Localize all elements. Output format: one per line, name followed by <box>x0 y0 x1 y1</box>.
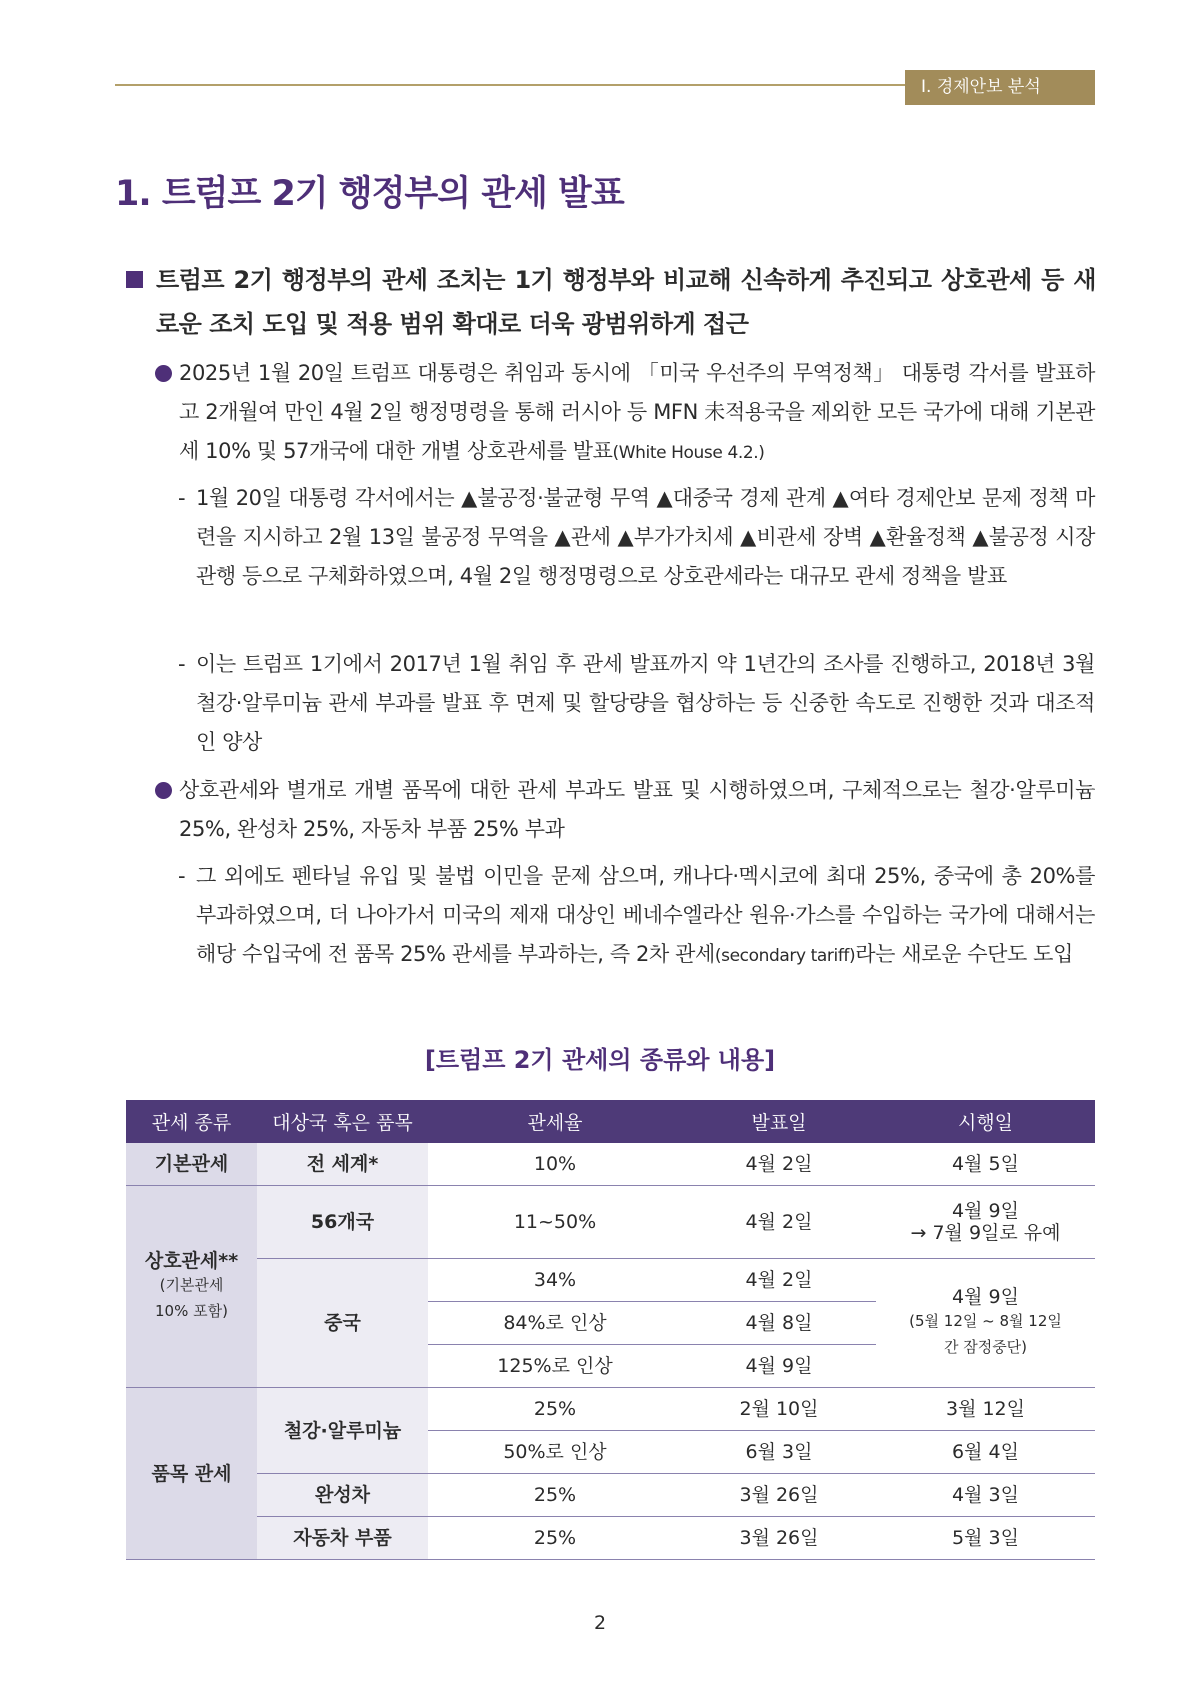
column-header: 대상국 혹은 품목 <box>257 1100 428 1143</box>
rate-cell: 25% <box>428 1388 682 1431</box>
header-rule <box>115 84 905 86</box>
lead-paragraph <box>126 258 1096 346</box>
table-row <box>126 1186 1095 1259</box>
rate-cell: 84%로 인상 <box>428 1302 682 1345</box>
effective-cell: 4월 5일 <box>876 1143 1095 1186</box>
circle-bullet-icon <box>155 782 172 799</box>
announced-cell: 4월 2일 <box>682 1143 876 1186</box>
target-cell: 철강·알루미늄 <box>257 1388 428 1474</box>
lead-text: 트럼프 2기 행정부의 관세 조치는 1기 행정부와 비교해 신속하게 추진되고 상호관세 등 새로운 조치 도입 및 적용 범위 확대로 더욱 광범위하게 접근 <box>156 266 1096 338</box>
rate-cell: 10% <box>428 1143 682 1186</box>
target-cell: 전 세계* <box>257 1143 428 1186</box>
effective-cell: 5월 3일 <box>876 1517 1095 1560</box>
target-cell: 자동차 부품 <box>257 1517 428 1560</box>
bullet-2-text: 상호관세와 별개로 개별 품목에 대한 관세 부과도 발표 및 시행하였으며, 구체적으로는 철강·알루미늄 25%, 완성차 25%, 자동차 부품 25% 부과 <box>179 778 1095 841</box>
rate-cell: 34% <box>428 1259 682 1302</box>
bullet-1-text: 2025년 1월 20일 트럼프 대통령은 취임과 동시에 「미국 우선주의 무역정책」 대통령 각서를 발표하고 2개월여 만인 4월 2일 행정명령을 통해 러시아 등 MFN 未적용국을 제외한 모든 국가에 대해 기본관세 10% 및 57개국에 대한 개별 상호관세를 발표(White House 4.2.) <box>179 361 1095 463</box>
announced-cell: 3월 26일 <box>682 1517 876 1560</box>
rate-cell: 25% <box>428 1474 682 1517</box>
page-title: 1. 트럼프 2기 행정부의 관세 발표 <box>115 174 624 214</box>
effective-cell: 4월 3일 <box>876 1474 1095 1517</box>
column-header: 시행일 <box>876 1100 1095 1143</box>
column-header: 관세 종류 <box>126 1100 257 1143</box>
table-header-row <box>126 1100 1095 1143</box>
target-cell: 완성차 <box>257 1474 428 1517</box>
dash-paragraph-2 <box>178 645 1095 762</box>
bullet-paragraph-2 <box>155 771 1095 849</box>
tariff-table <box>126 1100 1095 1560</box>
rate-cell: 25% <box>428 1517 682 1560</box>
dash-marker: - <box>178 864 186 888</box>
circle-bullet-icon <box>155 365 172 382</box>
announced-cell: 4월 9일 <box>682 1345 876 1388</box>
table-row <box>126 1259 1095 1302</box>
bullet-paragraph-1 <box>155 354 1095 473</box>
announced-cell: 4월 2일 <box>682 1186 876 1259</box>
table-row <box>126 1143 1095 1186</box>
announced-cell: 3월 26일 <box>682 1474 876 1517</box>
square-bullet-icon <box>126 271 143 288</box>
column-header: 발표일 <box>682 1100 876 1143</box>
category-cell: 상호관세** (기본관세 10% 포함) <box>126 1186 257 1388</box>
dash-paragraph-1 <box>178 479 1095 596</box>
announced-cell: 4월 2일 <box>682 1259 876 1302</box>
dash-1-text: 1월 20일 대통령 각서에서는 ▲불공정·불균형 무역 ▲대중국 경제 관계 ▲여타 경제안보 문제 정책 마련을 지시하고 2월 13일 불공정 무역을 ▲관세 ▲부가가치세 ▲비관세 장벽 ▲환율정책 ▲불공정 시장 관행 등으로 구체화하였으며, 4월 2일 행정명령으로 상호관세라는 대규모 관세 정책을 발표 <box>196 486 1095 588</box>
category-cell: 기본관세 <box>126 1143 257 1186</box>
effective-cell: 6월 4일 <box>876 1431 1095 1474</box>
column-header: 관세율 <box>428 1100 682 1143</box>
table-caption: [트럼프 2기 관세의 종류와 내용] <box>424 1046 776 1074</box>
rate-cell: 11~50% <box>428 1186 682 1259</box>
section-tab: Ⅰ. 경제안보 분석 <box>905 70 1095 105</box>
announced-cell: 6월 3일 <box>682 1431 876 1474</box>
dash-marker: - <box>178 486 186 510</box>
announced-cell: 4월 8일 <box>682 1302 876 1345</box>
effective-cell: 4월 9일 (5월 12일 ~ 8월 12일 간 잠정중단) <box>876 1259 1095 1388</box>
table-row <box>126 1388 1095 1431</box>
page-number: 2 <box>593 1612 607 1634</box>
category-cell: 품목 관세 <box>126 1388 257 1560</box>
announced-cell: 2월 10일 <box>682 1388 876 1431</box>
dash-2-text: 이는 트럼프 1기에서 2017년 1월 취임 후 관세 발표까지 약 1년간의 조사를 진행하고, 2018년 3월 철강·알루미늄 관세 부과를 발표 후 면제 및 할당량을 협상하는 등 신중한 속도로 진행한 것과 대조적인 양상 <box>196 652 1095 754</box>
target-cell: 56개국 <box>257 1186 428 1259</box>
dash-marker: - <box>178 652 186 676</box>
source-citation: (White House 4.2.) <box>612 443 765 463</box>
rate-cell: 125%로 인상 <box>428 1345 682 1388</box>
dash-3-text: 그 외에도 펜타닐 유입 및 불법 이민을 문제 삼으며, 캐나다·멕시코에 최대 25%, 중국에 총 20%를 부과하였으며, 더 나아가서 미국의 제재 대상인 베네수엘라산 원유·가스를 수입하는 국가에 대해서는 해당 수입국에 전 품목 25% 관세를 부과하는, 즉 2차 관세(secondary tariff)라는 새로운 수단도 도입 <box>196 864 1095 966</box>
table-row <box>126 1474 1095 1517</box>
effective-cell: 3월 12일 <box>876 1388 1095 1431</box>
rate-cell: 50%로 인상 <box>428 1431 682 1474</box>
table-row <box>126 1517 1095 1560</box>
effective-cell: 4월 9일 → 7월 9일로 유예 <box>876 1186 1095 1259</box>
target-cell: 중국 <box>257 1259 428 1388</box>
dash-paragraph-3 <box>178 857 1095 976</box>
